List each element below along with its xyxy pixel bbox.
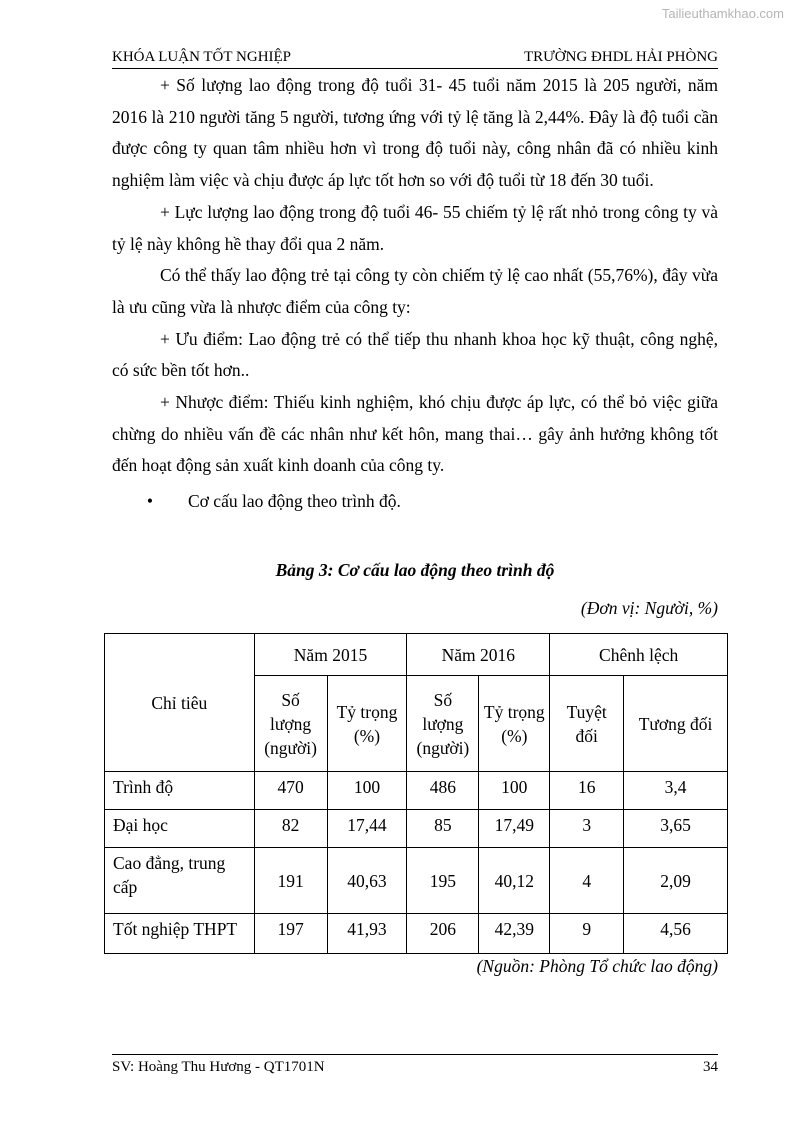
footer-author: SV: Hoàng Thu Hương - QT1701N — [112, 1059, 325, 1075]
cell-q2016: 206 — [407, 914, 479, 954]
page-header — [112, 48, 718, 69]
header-quantity-2016: Số lượng (người) — [407, 676, 479, 772]
cell-abs: 9 — [550, 914, 624, 954]
paragraph: Có thể thấy lao động trẻ tại công ty còn chiếm tỷ lệ cao nhất (55,76%), đây vừa là ưu cũng vừa là nhược điểm của công ty: — [112, 265, 718, 317]
data-table — [104, 633, 728, 954]
cell-s2015: 100 — [327, 772, 407, 810]
cell-q2015: 197 — [254, 914, 327, 954]
cell-rel: 2,09 — [624, 848, 728, 914]
cell-q2016: 486 — [407, 772, 479, 810]
cell-q2016: 85 — [407, 810, 479, 848]
header-difference: Chênh lệch — [550, 634, 728, 676]
cell-s2015: 40,63 — [327, 848, 407, 914]
cell-s2016: 17,49 — [479, 810, 550, 848]
row-label: Cao đẳng, trung cấp — [105, 848, 255, 914]
page-number: 34 — [703, 1059, 718, 1075]
cell-s2015: 41,93 — [327, 914, 407, 954]
paragraph: + Lực lượng lao động trong độ tuổi 46- 55 chiếm tỷ lệ rất nhỏ trong công ty và tỷ lệ này không hề thay đổi qua 2 năm. — [112, 201, 718, 254]
header-quantity-2015: Số lượng (người) — [254, 676, 327, 772]
table-header-row — [105, 634, 728, 676]
page-footer — [112, 1054, 718, 1076]
paragraph: + Ưu điểm: Lao động trẻ có thể tiếp thu nhanh khoa học kỹ thuật, công nghệ, có sức bền tốt hơn.. — [112, 328, 718, 381]
header-year-2016: Năm 2016 — [407, 634, 550, 676]
bullet-item — [112, 486, 718, 518]
cell-q2015: 470 — [254, 772, 327, 810]
bullet-dot: • — [146, 491, 154, 512]
row-label: Đại học — [105, 810, 255, 848]
header-share-2015: Tỷ trọng (%) — [327, 676, 407, 772]
table-source: (Nguồn: Phòng Tổ chức lao động) — [476, 956, 718, 976]
cell-rel: 3,4 — [624, 772, 728, 810]
header-relative: Tương đối — [624, 676, 728, 772]
header-absolute: Tuyệt đối — [550, 676, 624, 772]
cell-q2015: 191 — [254, 848, 327, 914]
table-caption: Bảng 3: Cơ cấu lao động theo trình độ — [275, 560, 555, 580]
paragraph: + Nhược điểm: Thiếu kinh nghiệm, khó chịu được áp lực, có thể bỏ việc giữa chừng do nhiều vấn đề các nhân như kết hôn, mang thai… gây ảnh hưởng không tốt đến hoạt động sản xuất kinh doanh của công ty. — [112, 392, 718, 476]
body-text — [112, 70, 718, 518]
row-label: Trình độ — [105, 772, 255, 810]
cell-s2016: 42,39 — [479, 914, 550, 954]
cell-s2016: 40,12 — [479, 848, 550, 914]
cell-abs: 3 — [550, 810, 624, 848]
table-row — [105, 772, 728, 810]
cell-rel: 4,56 — [624, 914, 728, 954]
cell-abs: 4 — [550, 848, 624, 914]
table-unit: (Đơn vị: Người, %) — [580, 598, 718, 618]
header-year-2015: Năm 2015 — [254, 634, 407, 676]
row-label: Tốt nghiệp THPT — [105, 914, 255, 954]
cell-q2016: 195 — [407, 848, 479, 914]
header-indicator: Chỉ tiêu — [105, 634, 255, 772]
table-row — [105, 914, 728, 954]
table-row — [105, 848, 728, 914]
header-right: TRƯỜNG ĐHDL HẢI PHÒNG — [524, 49, 718, 65]
cell-abs: 16 — [550, 772, 624, 810]
bullet-text: Cơ cấu lao động theo trình độ. — [188, 491, 401, 512]
cell-s2015: 17,44 — [327, 810, 407, 848]
cell-rel: 3,65 — [624, 810, 728, 848]
table-row — [105, 810, 728, 848]
paragraph: + Số lượng lao động trong độ tuổi 31- 45 tuổi năm 2015 là 205 người, năm 2016 là 210 người tăng 5 người, tương ứng với tỷ lệ tăng là 2,44%. Đây là độ tuổi cần được công ty quan tâm nhiều hơn vì trong độ tuổi này, công nhân đã có nhiều kinh nghiệm làm việc và chịu được áp lực tốt hơn so với độ tuổi từ 18 đến 30 tuổi. — [112, 75, 718, 191]
cell-q2015: 82 — [254, 810, 327, 848]
watermark: Tailieuthamkhao.com — [661, 6, 784, 21]
cell-s2016: 100 — [479, 772, 550, 810]
header-left: KHÓA LUẬN TỐT NGHIỆP — [112, 49, 292, 65]
header-share-2016: Tỷ trọng (%) — [479, 676, 550, 772]
